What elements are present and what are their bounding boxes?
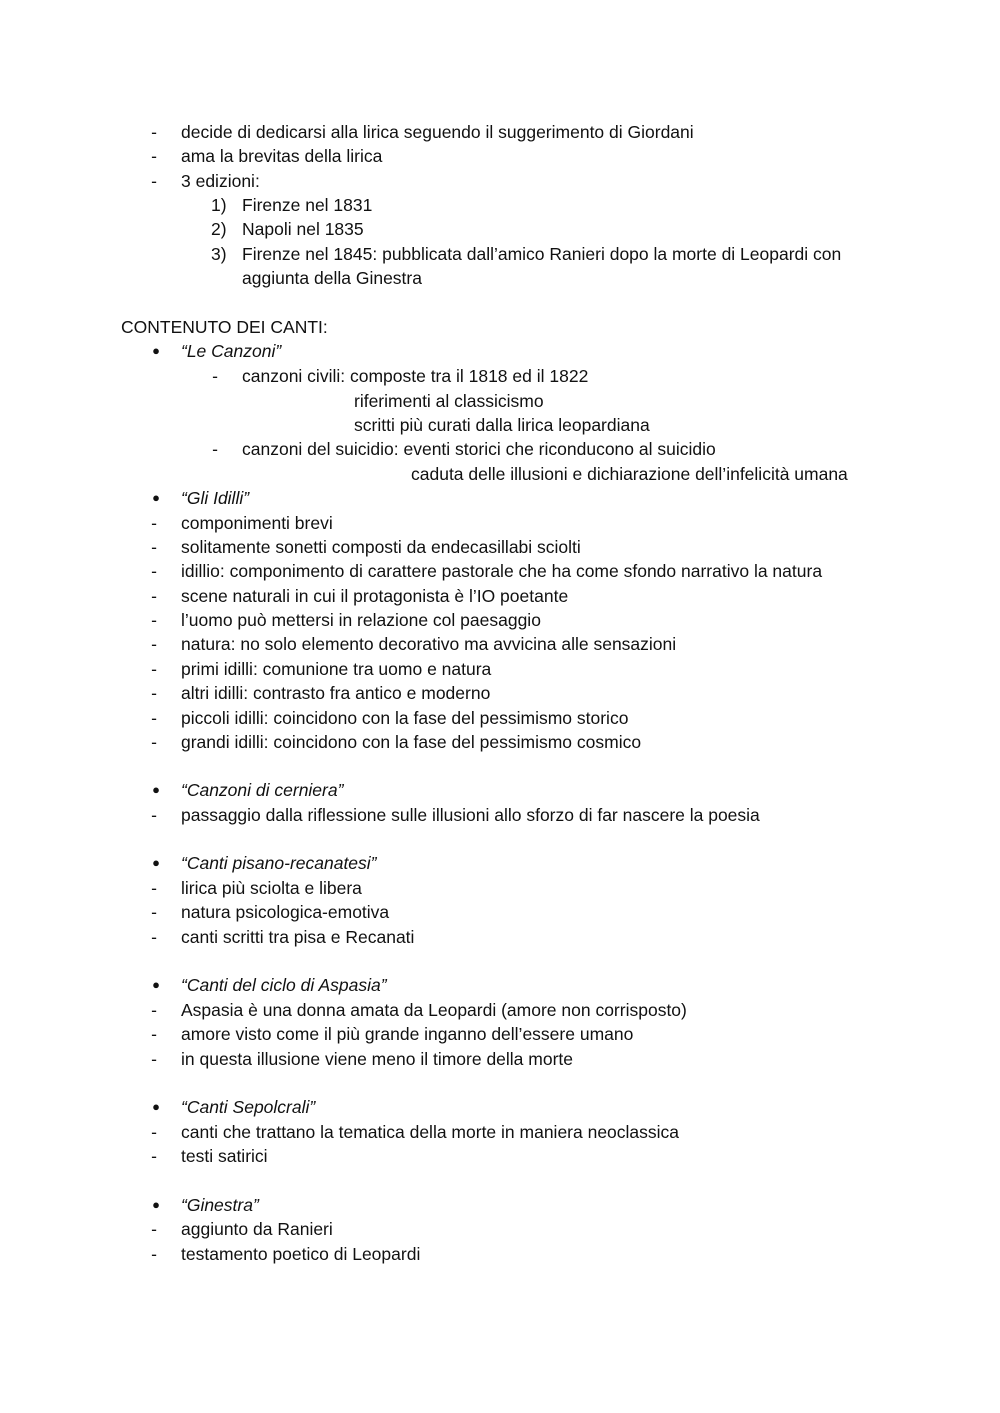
edition-item — [0, 242, 1000, 266]
list-item-text: canti scritti tra pisa e Recanati — [181, 927, 415, 947]
sub-list-item — [0, 364, 1000, 388]
bullet-marker: ● — [152, 343, 160, 358]
section-title — [0, 851, 1000, 875]
sub-list-item-text: canzoni civili: composte tra il 1818 ed il 1822 — [242, 366, 589, 386]
dash-marker: - — [151, 732, 157, 752]
list-item-text: decide di dedicarsi alla lirica seguendo il suggerimento di Giordani — [181, 122, 694, 142]
list-item-text: ama la brevitas della lirica — [181, 146, 383, 166]
list-item-text: 3 edizioni: — [181, 171, 260, 191]
section-title — [0, 778, 1000, 802]
section-title-text: “Canti pisano-recanatesi” — [181, 853, 377, 873]
list-item — [0, 144, 1000, 168]
list-item-text: componimenti brevi — [181, 513, 333, 533]
list-item-text: scene naturali in cui il protagonista è l’IO poetante — [181, 586, 569, 606]
dash-marker: - — [151, 586, 157, 606]
section-title — [0, 1095, 1000, 1119]
list-item — [0, 120, 1000, 144]
section-title-text: “Gli Idilli” — [181, 488, 250, 508]
section-heading: CONTENUTO DEI CANTI: — [121, 317, 328, 337]
dash-marker: - — [151, 1146, 157, 1166]
dash-marker: - — [151, 1049, 157, 1069]
edition-text: Firenze nel 1831 — [242, 195, 373, 215]
list-item — [0, 1242, 1000, 1266]
list-item — [0, 876, 1000, 900]
list-item-text: idillio: componimento di carattere pastorale che ha come sfondo narrativo la natura — [181, 561, 823, 581]
dash-marker: - — [151, 513, 157, 533]
list-item — [0, 535, 1000, 559]
edition-item — [0, 217, 1000, 241]
list-item — [0, 1120, 1000, 1144]
bullet-marker: ● — [152, 782, 160, 797]
list-item-text: grandi idilli: coincidono con la fase del pessimismo cosmico — [181, 732, 642, 752]
list-item-text: Aspasia è una donna amata da Leopardi (amore non corrisposto) — [181, 1000, 687, 1020]
dash-marker: - — [151, 659, 157, 679]
list-item — [0, 169, 1000, 193]
dash-marker: - — [212, 439, 218, 459]
edition-text: aggiunta della Ginestra — [242, 268, 422, 288]
dash-marker: - — [151, 146, 157, 166]
dash-marker: - — [151, 561, 157, 581]
list-item — [0, 584, 1000, 608]
dash-marker: - — [151, 122, 157, 142]
edition-item — [0, 193, 1000, 217]
sub-list-item — [0, 437, 1000, 461]
list-item-text: passaggio dalla riflessione sulle illusioni allo sforzo di far nascere la poesia — [181, 805, 760, 825]
list-item — [0, 559, 1000, 583]
dash-marker: - — [151, 1244, 157, 1264]
bullet-marker: ● — [152, 1197, 160, 1212]
bullet-marker: ● — [152, 1099, 160, 1114]
section-title-text: “Canti Sepolcrali” — [181, 1097, 316, 1117]
dash-marker: - — [151, 1219, 157, 1239]
dash-marker: - — [151, 902, 157, 922]
list-item-text: piccoli idilli: coincidono con la fase del pessimismo storico — [181, 708, 629, 728]
dash-marker: - — [151, 805, 157, 825]
section-title-text: “Canti del ciclo di Aspasia” — [181, 975, 387, 995]
list-item-text: testi satirici — [181, 1146, 268, 1166]
list-item-text: testamento poetico di Leopardi — [181, 1244, 421, 1264]
continuation-line: riferimenti al classicismo — [354, 391, 544, 411]
section-title — [0, 339, 1000, 363]
list-item — [0, 1047, 1000, 1071]
section-title-text: “Canzoni di cerniera” — [181, 780, 344, 800]
dash-marker: - — [151, 1122, 157, 1142]
list-item — [0, 511, 1000, 535]
bullet-marker: ● — [152, 490, 160, 505]
list-item-text: primi idilli: comunione tra uomo e natura — [181, 659, 492, 679]
sub-list-item-text: canzoni del suicidio: eventi storici che riconducono al suicidio — [242, 439, 716, 459]
list-item-text: aggiunto da Ranieri — [181, 1219, 333, 1239]
list-item — [0, 632, 1000, 656]
list-item — [0, 803, 1000, 827]
section-title-text: “Le Canzoni” — [181, 341, 282, 361]
bullet-marker: ● — [152, 855, 160, 870]
list-item — [0, 608, 1000, 632]
edition-number: 2) — [211, 219, 227, 239]
section-title — [0, 973, 1000, 997]
list-item — [0, 1217, 1000, 1241]
edition-text: Firenze nel 1845: pubblicata dall’amico Ranieri dopo la morte di Leopardi con — [242, 244, 842, 264]
list-item-text: altri idilli: contrasto fra antico e moderno — [181, 683, 491, 703]
list-item — [0, 1022, 1000, 1046]
dash-marker: - — [151, 878, 157, 898]
edition-continuation — [0, 266, 1000, 290]
list-item-text: amore visto come il più grande inganno dell’essere umano — [181, 1024, 634, 1044]
edition-number: 3) — [211, 244, 227, 264]
list-item-text: natura: no solo elemento decorativo ma avvicina alle sensazioni — [181, 634, 677, 654]
dash-marker: - — [151, 537, 157, 557]
list-item — [0, 925, 1000, 949]
list-item — [0, 900, 1000, 924]
list-item — [0, 706, 1000, 730]
list-item-text: natura psicologica-emotiva — [181, 902, 390, 922]
dash-marker: - — [151, 927, 157, 947]
section-title-text: “Ginestra” — [181, 1195, 259, 1215]
list-item — [0, 998, 1000, 1022]
list-item-text: lirica più sciolta e libera — [181, 878, 362, 898]
list-item-text: l’uomo può mettersi in relazione col paesaggio — [181, 610, 541, 630]
list-item — [0, 1144, 1000, 1168]
list-item — [0, 657, 1000, 681]
dash-marker: - — [151, 1000, 157, 1020]
section-title — [0, 1193, 1000, 1217]
dash-marker: - — [151, 708, 157, 728]
continuation-line: scritti più curati dalla lirica leopardiana — [354, 415, 650, 435]
list-item-text: canti che trattano la tematica della morte in maniera neoclassica — [181, 1122, 680, 1142]
list-item-text: in questa illusione viene meno il timore della morte — [181, 1049, 574, 1069]
dash-marker: - — [151, 171, 157, 191]
list-item — [0, 681, 1000, 705]
edition-number: 1) — [211, 195, 227, 215]
list-item — [0, 730, 1000, 754]
bullet-marker: ● — [152, 977, 160, 992]
section-title — [0, 486, 1000, 510]
dash-marker: - — [212, 366, 218, 386]
edition-text: Napoli nel 1835 — [242, 219, 364, 239]
list-item-text: solitamente sonetti composti da endecasillabi sciolti — [181, 537, 581, 557]
dash-marker: - — [151, 683, 157, 703]
continuation-line: caduta delle illusioni e dichiarazione dell’infelicità umana — [411, 464, 848, 484]
dash-marker: - — [151, 1024, 157, 1044]
dash-marker: - — [151, 634, 157, 654]
dash-marker: - — [151, 610, 157, 630]
